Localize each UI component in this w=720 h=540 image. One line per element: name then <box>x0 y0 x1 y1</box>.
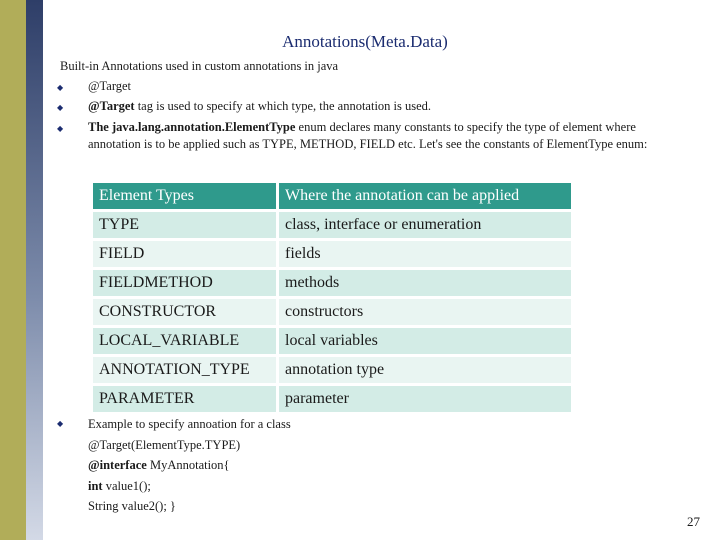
table-cell: methods <box>279 270 571 296</box>
left-navy-band <box>26 0 43 540</box>
table-cell: local variables <box>279 328 571 354</box>
element-types-table <box>90 180 574 415</box>
bullet-item <box>88 78 688 95</box>
table-cell: FIELDMETHOD <box>93 270 276 296</box>
table-cell: annotation type <box>279 357 571 383</box>
table-cell: class, interface or enumeration <box>279 212 571 238</box>
code-line: @Target(ElementType.TYPE) <box>88 437 241 452</box>
code-text: MyAnnotation{ <box>146 458 230 472</box>
code-keyword: int <box>88 478 103 493</box>
table-cell: fields <box>279 241 571 267</box>
intro-text: Built-in Annotations used in custom annotations in java <box>60 59 339 73</box>
left-olive-band <box>0 0 26 540</box>
slide-title: Annotations(Meta.Data) <box>282 32 448 51</box>
table-row <box>93 270 571 296</box>
bullet-marker: ◆ <box>57 419 64 428</box>
table-row <box>93 386 571 412</box>
code-keyword: @interface <box>88 458 147 472</box>
bullet-marker: ◆ <box>57 103 64 112</box>
table-row <box>93 357 571 383</box>
table-row <box>93 212 571 238</box>
bullet-item <box>88 98 688 115</box>
table-cell: FIELD <box>93 241 276 267</box>
code-line: String value2(); } <box>88 499 176 513</box>
table-cell: CONSTRUCTOR <box>93 299 276 325</box>
table-header-cell: Where the annotation can be applied <box>279 183 571 209</box>
bullet-bold-text: The java.lang.annotation.ElementType <box>88 120 296 134</box>
bullet-text: @Target <box>88 79 132 93</box>
table-header-cell: Element Types <box>93 183 276 209</box>
bullet-marker: ◆ <box>57 124 64 133</box>
table-cell: ANNOTATION_TYPE <box>93 357 276 383</box>
bullet-marker: ◆ <box>57 83 64 92</box>
code-example <box>88 414 291 517</box>
table-cell: parameter <box>279 386 571 412</box>
code-line <box>88 476 291 497</box>
bullet-item <box>88 119 688 153</box>
bullet-text: tag is used to specify at which type, the annotation is used. <box>134 99 432 113</box>
table-cell: TYPE <box>93 212 276 238</box>
table-header-row <box>93 183 571 209</box>
table-row <box>93 241 571 267</box>
bullet-text: enum declares many constants to specify the type of element where annotation is to be applied such as TYPE, METHOD, FIELD etc. Let's see the constants of ElementType enum: <box>88 120 648 151</box>
table-row <box>93 328 571 354</box>
table-cell: LOCAL_VARIABLE <box>93 328 276 354</box>
code-text: value1(); <box>102 478 151 493</box>
example-intro: Example to specify annoation for a class <box>88 417 291 431</box>
bullet-bold-text: @Target <box>88 99 135 113</box>
table-row <box>93 299 571 325</box>
page-number: 27 <box>687 514 700 529</box>
table-cell: PARAMETER <box>93 386 276 412</box>
code-line <box>88 455 291 476</box>
table-cell: constructors <box>279 299 571 325</box>
